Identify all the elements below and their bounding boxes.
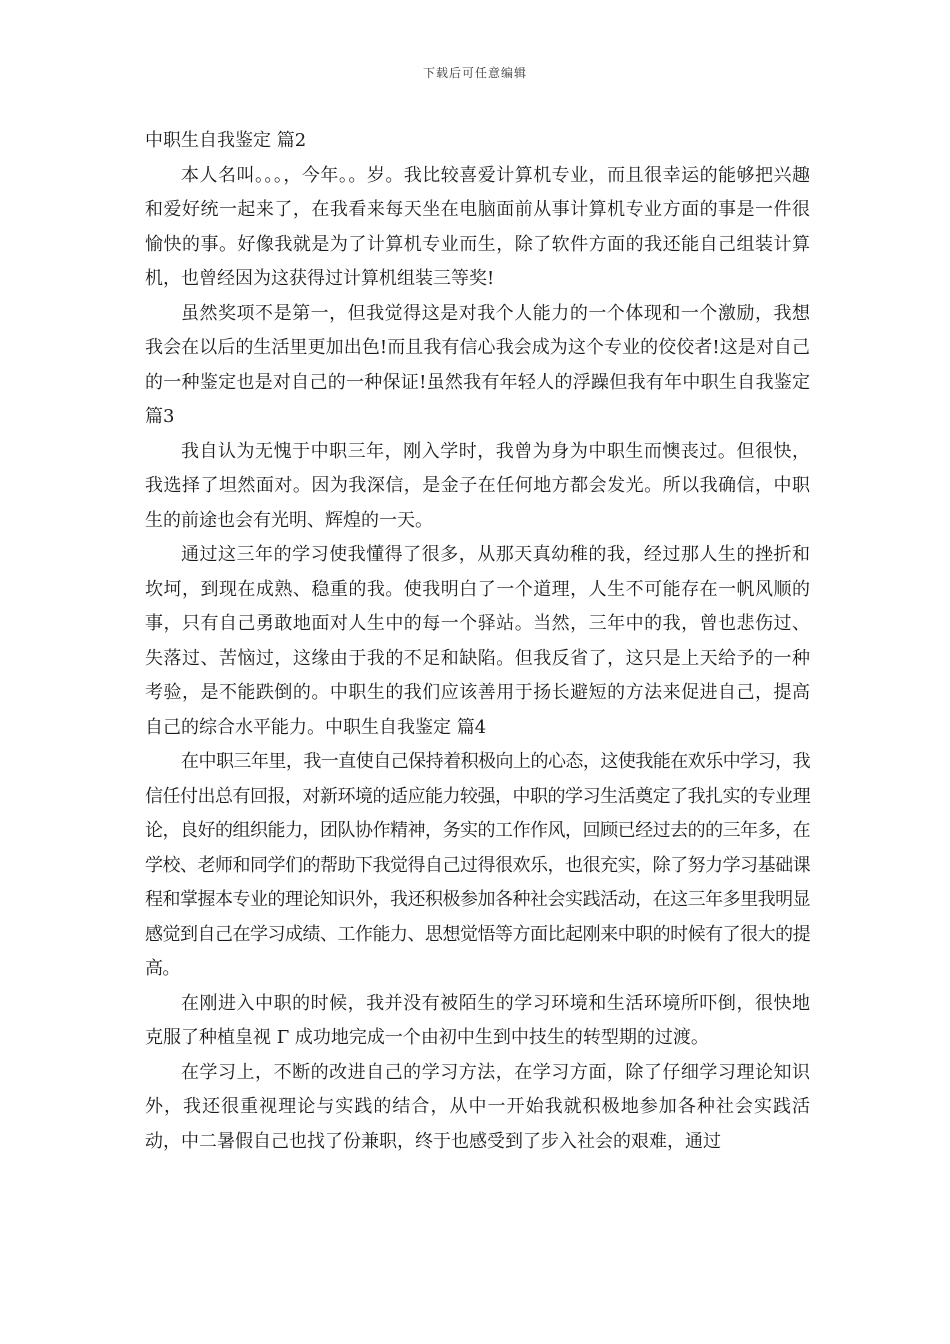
paragraph: 在刚进入中职的时候，我并没有被陌生的学习环境和生活环境所吓倒，很快地克服了种植皇视 Γ 成功地完成一个由初中生到中技生的转型期的过渡。 bbox=[145, 992, 810, 1048]
page-header: 下载后可任意编辑 bbox=[422, 66, 527, 80]
document-body bbox=[145, 124, 810, 1159]
paragraph: 在学习上，不断的改进自己的学习方法，在学习方面，除了仔细学习理论知识外，我还很重视理论与实践的结合，从中一开始我就积极地参加各种社会实践活动，中二暑假自己也找了份兼职，终于也感受到了步入社会的艰难，通过 bbox=[145, 1061, 810, 1152]
paragraph: 在中职三年里，我一直使自己保持着积极向上的心态，这使我能在欢乐中学习，我信任付出总有回报，对新环境的适应能力较强，中职的学习生活奠定了我扎实的专业理论，良好的组织能力，团队协作精神，务实的工作作风，回顾已经过去的的三年多，在学校、老师和同学们的帮助下我觉得自己过得很欢乐，也很充实，除了努力学习基础课程和掌握本专业的理论知识外，我还积极参加各种社会实践活动，在这三年多里我明显感觉到自己在学习成绩、工作能力、思想觉悟等方面比起刚来中职的时候有了很大的提高。 bbox=[145, 751, 810, 979]
paragraph: 我自认为无愧于中职三年，刚入学时，我曾为身为中职生而懊丧过。但很快，我选择了坦然面对。因为我深信，是金子在任何地方都会发光。所以我确信，中职生的前途也会有光明、辉煌的一天。 bbox=[145, 440, 810, 531]
paragraph: 本人名叫。。。，今年。。岁。我比较喜爱计算机专业，而且很幸运的能够把兴趣和爱好统一起来了，在我看来每天坐在电脑面前从事计算机专业方面的事是一件很愉快的事。好像我就是为了计算机专业而生，除了软件方面的我还能自己组装计算机，也曾经因为这获得过计算机组装三等奖! bbox=[145, 164, 810, 289]
paragraph: 虽然奖项不是第一，但我觉得这是对我个人能力的一个体现和一个激励，我想我会在以后的生活里更加出色!而且我有信心我会成为这个专业的佼佼者!这是对自己的一种鉴定也是对自己的一种保证!虽然我有年轻人的浮躁但我有年中职生自我鉴定 篇3 bbox=[145, 302, 810, 427]
section-title: 中职生自我鉴定 篇2 bbox=[145, 130, 307, 151]
paragraph: 通过这三年的学习使我懂得了很多，从那天真幼稚的我，经过那人生的挫折和坎坷，到现在成熟、稳重的我。使我明白了一个道理，人生不可能存在一帆风顺的事，只有自己勇敢地面对人生中的每一个驿站。当然，三年中的我，曾也悲伤过、失落过、苦恼过，这缘由于我的不足和缺陷。但我反省了，这只是上天给予的一种考验，是不能跌倒的。中职生的我们应该善用于扬长避短的方法来促进自己，提高自己的综合水平能力。中职生自我鉴定 篇4 bbox=[145, 544, 810, 738]
